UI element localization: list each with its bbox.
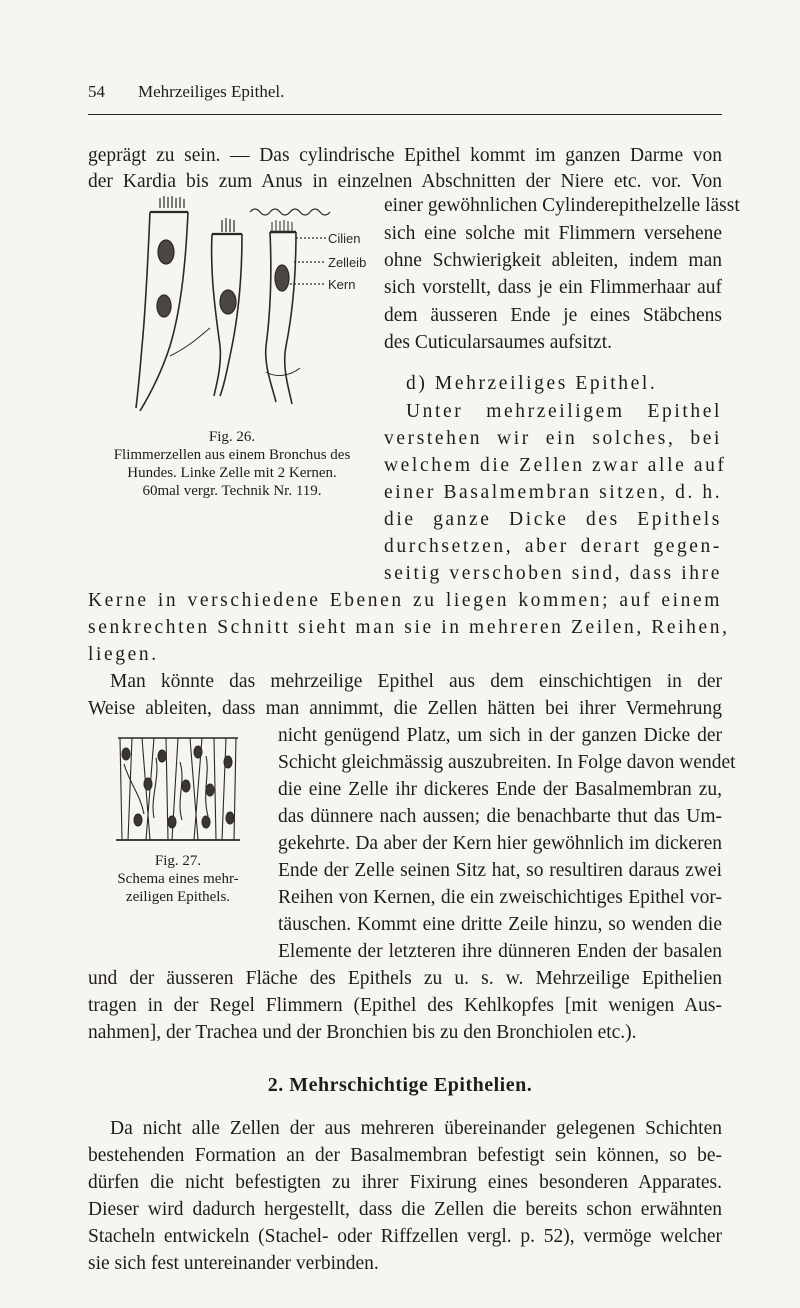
text-line: Schicht gleichmässig auszubreiten. In Folge davon wendet — [278, 752, 736, 773]
caption-line: Hundes. Linke Zelle mit 2 Kernen. — [127, 465, 337, 481]
figure-27-caption — [92, 852, 264, 906]
text-line: einer gewöhnlichen Cylinderepithelzelle lässt — [384, 195, 740, 216]
text-line: ohne Schwierigkeit ableiten, indem man — [384, 250, 722, 271]
text-line: des Cuticularsaumes aufsitzt. — [384, 332, 612, 353]
text-line: nicht genügend Platz, um sich in der ganzen Dicke der — [278, 725, 722, 746]
text-line: sich eine solche mit Flimmern versehene — [384, 223, 722, 244]
figure-26-caption — [86, 428, 378, 500]
text-line: dürfen die nicht befestigten zu ihrer Fixirung eines besonderen Apparates. — [88, 1172, 722, 1193]
text-line: sich vorstellt, dass je ein Flimmerhaar auf — [384, 277, 722, 298]
text-line: welchem die Zellen zwar alle auf — [384, 455, 727, 476]
caption-line: Flimmerzellen aus einem Bronchus des — [113, 447, 351, 463]
label-cilia: Cilien — [328, 231, 361, 246]
text-line: die ganze Dicke des Epithels — [384, 509, 722, 530]
page-number: 54 — [88, 82, 105, 101]
text-line: Ende der Zelle seinen Sitz hat, so resultiren daraus zwei — [278, 860, 722, 881]
figure-26-number: Fig. 26. — [208, 429, 256, 445]
figure-27-number: Fig. 27. — [154, 853, 202, 869]
text-line: Da nicht alle Zellen der aus mehreren übereinander gelegenen Schichten — [110, 1118, 722, 1139]
running-title: Mehrzeiliges Epithel. — [138, 82, 285, 101]
caption-line: zeiligen Epithels. — [125, 889, 231, 905]
text-line: Weise ableiten, dass man annimmt, die Zellen hätten bei ihrer Vermehrung — [88, 698, 722, 719]
figure-27-schema — [110, 734, 246, 846]
text-line: durchsetzen, aber derart gegen- — [384, 536, 722, 557]
section-heading: 2. Mehrschichtige Epithelien. — [267, 1074, 533, 1096]
text-line: sie sich fest untereinander verbinden. — [88, 1253, 379, 1274]
text-line: Man könnte das mehrzeilige Epithel aus dem einschichtigen in der — [110, 671, 722, 692]
text-line: verstehen wir ein solches, bei — [384, 428, 722, 449]
text-line: Stacheln entwickeln (Stachel- oder Riffzellen vergl. p. 52), vermöge welcher — [88, 1226, 722, 1247]
text-line: Unter mehrzeiligem Epithel — [406, 401, 722, 422]
subsection-heading: d) Mehrzeiliges Epithel. — [406, 373, 658, 394]
text-line: nahmen], der Trachea und der Bronchien bis zu den Bronchiolen etc.). — [88, 1022, 637, 1043]
text-line: senkrechten Schnitt sieht man sie in mehreren Zeilen, Reihen, — [88, 617, 730, 638]
text-line: das dünnere nach aussen; die benachbarte thut das Um- — [278, 806, 722, 827]
text-line: liegen. — [88, 644, 159, 665]
caption-line: Schema eines mehr- — [117, 871, 239, 887]
figure-26-ciliated-cells — [130, 196, 390, 418]
text-line: Dieser wird dadurch hergestellt, dass die Zellen die bereits schon erwähnten — [88, 1199, 722, 1220]
text-line: und der äusseren Fläche des Epithels zu u. s. w. Mehrzeilige Epithelien — [88, 968, 722, 989]
label-cell-body: Zelleib — [328, 255, 367, 270]
text-line: geprägt zu sein. — Das cylindrische Epithel kommt im ganzen Darme von — [88, 145, 722, 166]
text-line: Kerne in verschiedene Ebenen zu liegen kommen; auf einem — [88, 590, 722, 611]
text-line: täuschen. Kommt eine dritte Zeile hinzu, so wenden die — [278, 914, 722, 935]
text-line: die eine Zelle ihr dickeres Ende der Basalmembran zu, — [278, 779, 722, 800]
text-line: Elemente der letzteren ihre dünneren Enden der basalen — [278, 941, 722, 962]
text-line: Reihen von Kernen, die ein zweischichtiges Epithel vor- — [278, 887, 722, 908]
text-line: der Kardia bis zum Anus in einzelnen Abschnitten der Niere etc. vor. Von — [88, 171, 722, 192]
text-line: einer Basalmembran sitzen, d. h. — [384, 482, 723, 503]
label-nucleus: Kern — [328, 277, 356, 292]
text-line: gekehrte. Da aber der Kern hier gewöhnlich im dickeren — [278, 833, 722, 854]
text-line: dem äusseren Ende je eines Stäbchens — [384, 305, 722, 326]
text-line: bestehenden Formation an der Basalmembran befestigt sein können, so be- — [88, 1145, 722, 1166]
text-line: tragen in der Regel Flimmern (Epithel des Kehlkopfes [mit wenigen Aus- — [88, 995, 722, 1016]
caption-line: 60mal vergr. Technik Nr. 119. — [142, 483, 322, 499]
header-rule — [88, 114, 722, 115]
text-line: seitig verschoben sind, dass ihre — [384, 563, 722, 584]
